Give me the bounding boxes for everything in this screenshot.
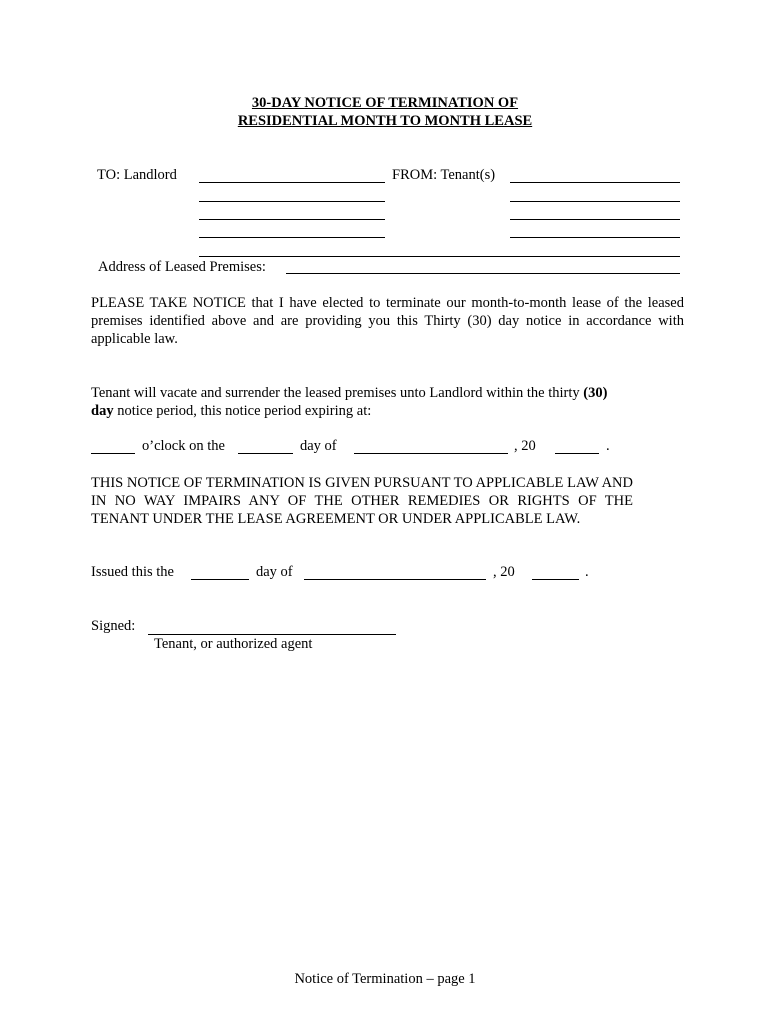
law-paragraph: THIS NOTICE OF TERMINATION IS GIVEN PURSUANT TO APPLICABLE LAW AND IN NO WAY IMPAIRS ANY OF THE OTHER REMEDIES OR RIGHTS OF THE TENANT UNDER THE LEASE AGREEMENT OR UNDER APPLICABLE LAW. bbox=[91, 475, 633, 527]
vacate-line-1-text: Tenant will vacate and surrender the leased premises unto Landlord within the thirty bbox=[91, 385, 584, 401]
vacate-line-2-bold: day bbox=[91, 403, 114, 419]
vacate-line-2-text: notice period, this notice period expiring at: bbox=[113, 403, 372, 419]
vacate-line-1 bbox=[91, 384, 607, 402]
landlord-field-line-3[interactable] bbox=[199, 219, 385, 220]
expiry-year-prefix: , 20 bbox=[514, 438, 536, 454]
notice-paragraph: PLEASE TAKE NOTICE that I have elected to terminate our month-to-month lease of the leased premises identified above and are providing you this Thirty (30) day notice in accordance with applicable law. bbox=[91, 295, 684, 347]
vacate-line-2 bbox=[91, 402, 371, 420]
vacate-line-1-bold: (30) bbox=[583, 385, 608, 401]
tenant-field-line-3[interactable] bbox=[510, 219, 680, 220]
tenant-field-line-1[interactable] bbox=[510, 182, 680, 183]
issued-day-of-text: day of bbox=[256, 564, 293, 580]
landlord-field-line-4[interactable] bbox=[199, 237, 385, 238]
document-title-line-1: 30-DAY NOTICE OF TERMINATION OF bbox=[251, 95, 519, 111]
page-footer: Notice of Termination – page 1 bbox=[294, 971, 476, 987]
document-title-line-2: RESIDENTIAL MONTH TO MONTH LEASE bbox=[237, 113, 533, 129]
landlord-field-line-1[interactable] bbox=[199, 182, 385, 183]
issued-label: Issued this the bbox=[91, 564, 174, 580]
address-field-line[interactable] bbox=[286, 273, 680, 274]
to-landlord-label: TO: Landlord bbox=[97, 167, 177, 183]
issued-day-line[interactable] bbox=[191, 579, 249, 580]
issued-year-prefix: , 20 bbox=[493, 564, 515, 580]
parties-full-width-line[interactable] bbox=[199, 256, 680, 257]
issued-period: . bbox=[585, 564, 589, 580]
issued-month-line[interactable] bbox=[304, 579, 486, 580]
tenant-field-line-2[interactable] bbox=[510, 201, 680, 202]
address-label: Address of Leased Premises: bbox=[98, 259, 266, 275]
signed-label: Signed: bbox=[91, 618, 136, 634]
tenant-field-line-4[interactable] bbox=[510, 237, 680, 238]
from-tenant-label: FROM: Tenant(s) bbox=[392, 167, 496, 183]
expiry-day-of-text: day of bbox=[300, 438, 337, 454]
expiry-month-line[interactable] bbox=[354, 453, 508, 454]
expiry-day-line[interactable] bbox=[238, 453, 293, 454]
expiry-year-line[interactable] bbox=[555, 453, 599, 454]
issued-year-line[interactable] bbox=[532, 579, 579, 580]
expiry-oclock-text: o’clock on the bbox=[142, 438, 225, 454]
signature-caption: Tenant, or authorized agent bbox=[154, 636, 313, 652]
expiry-period: . bbox=[606, 438, 610, 454]
landlord-field-line-2[interactable] bbox=[199, 201, 385, 202]
expiry-hour-line[interactable] bbox=[91, 453, 135, 454]
